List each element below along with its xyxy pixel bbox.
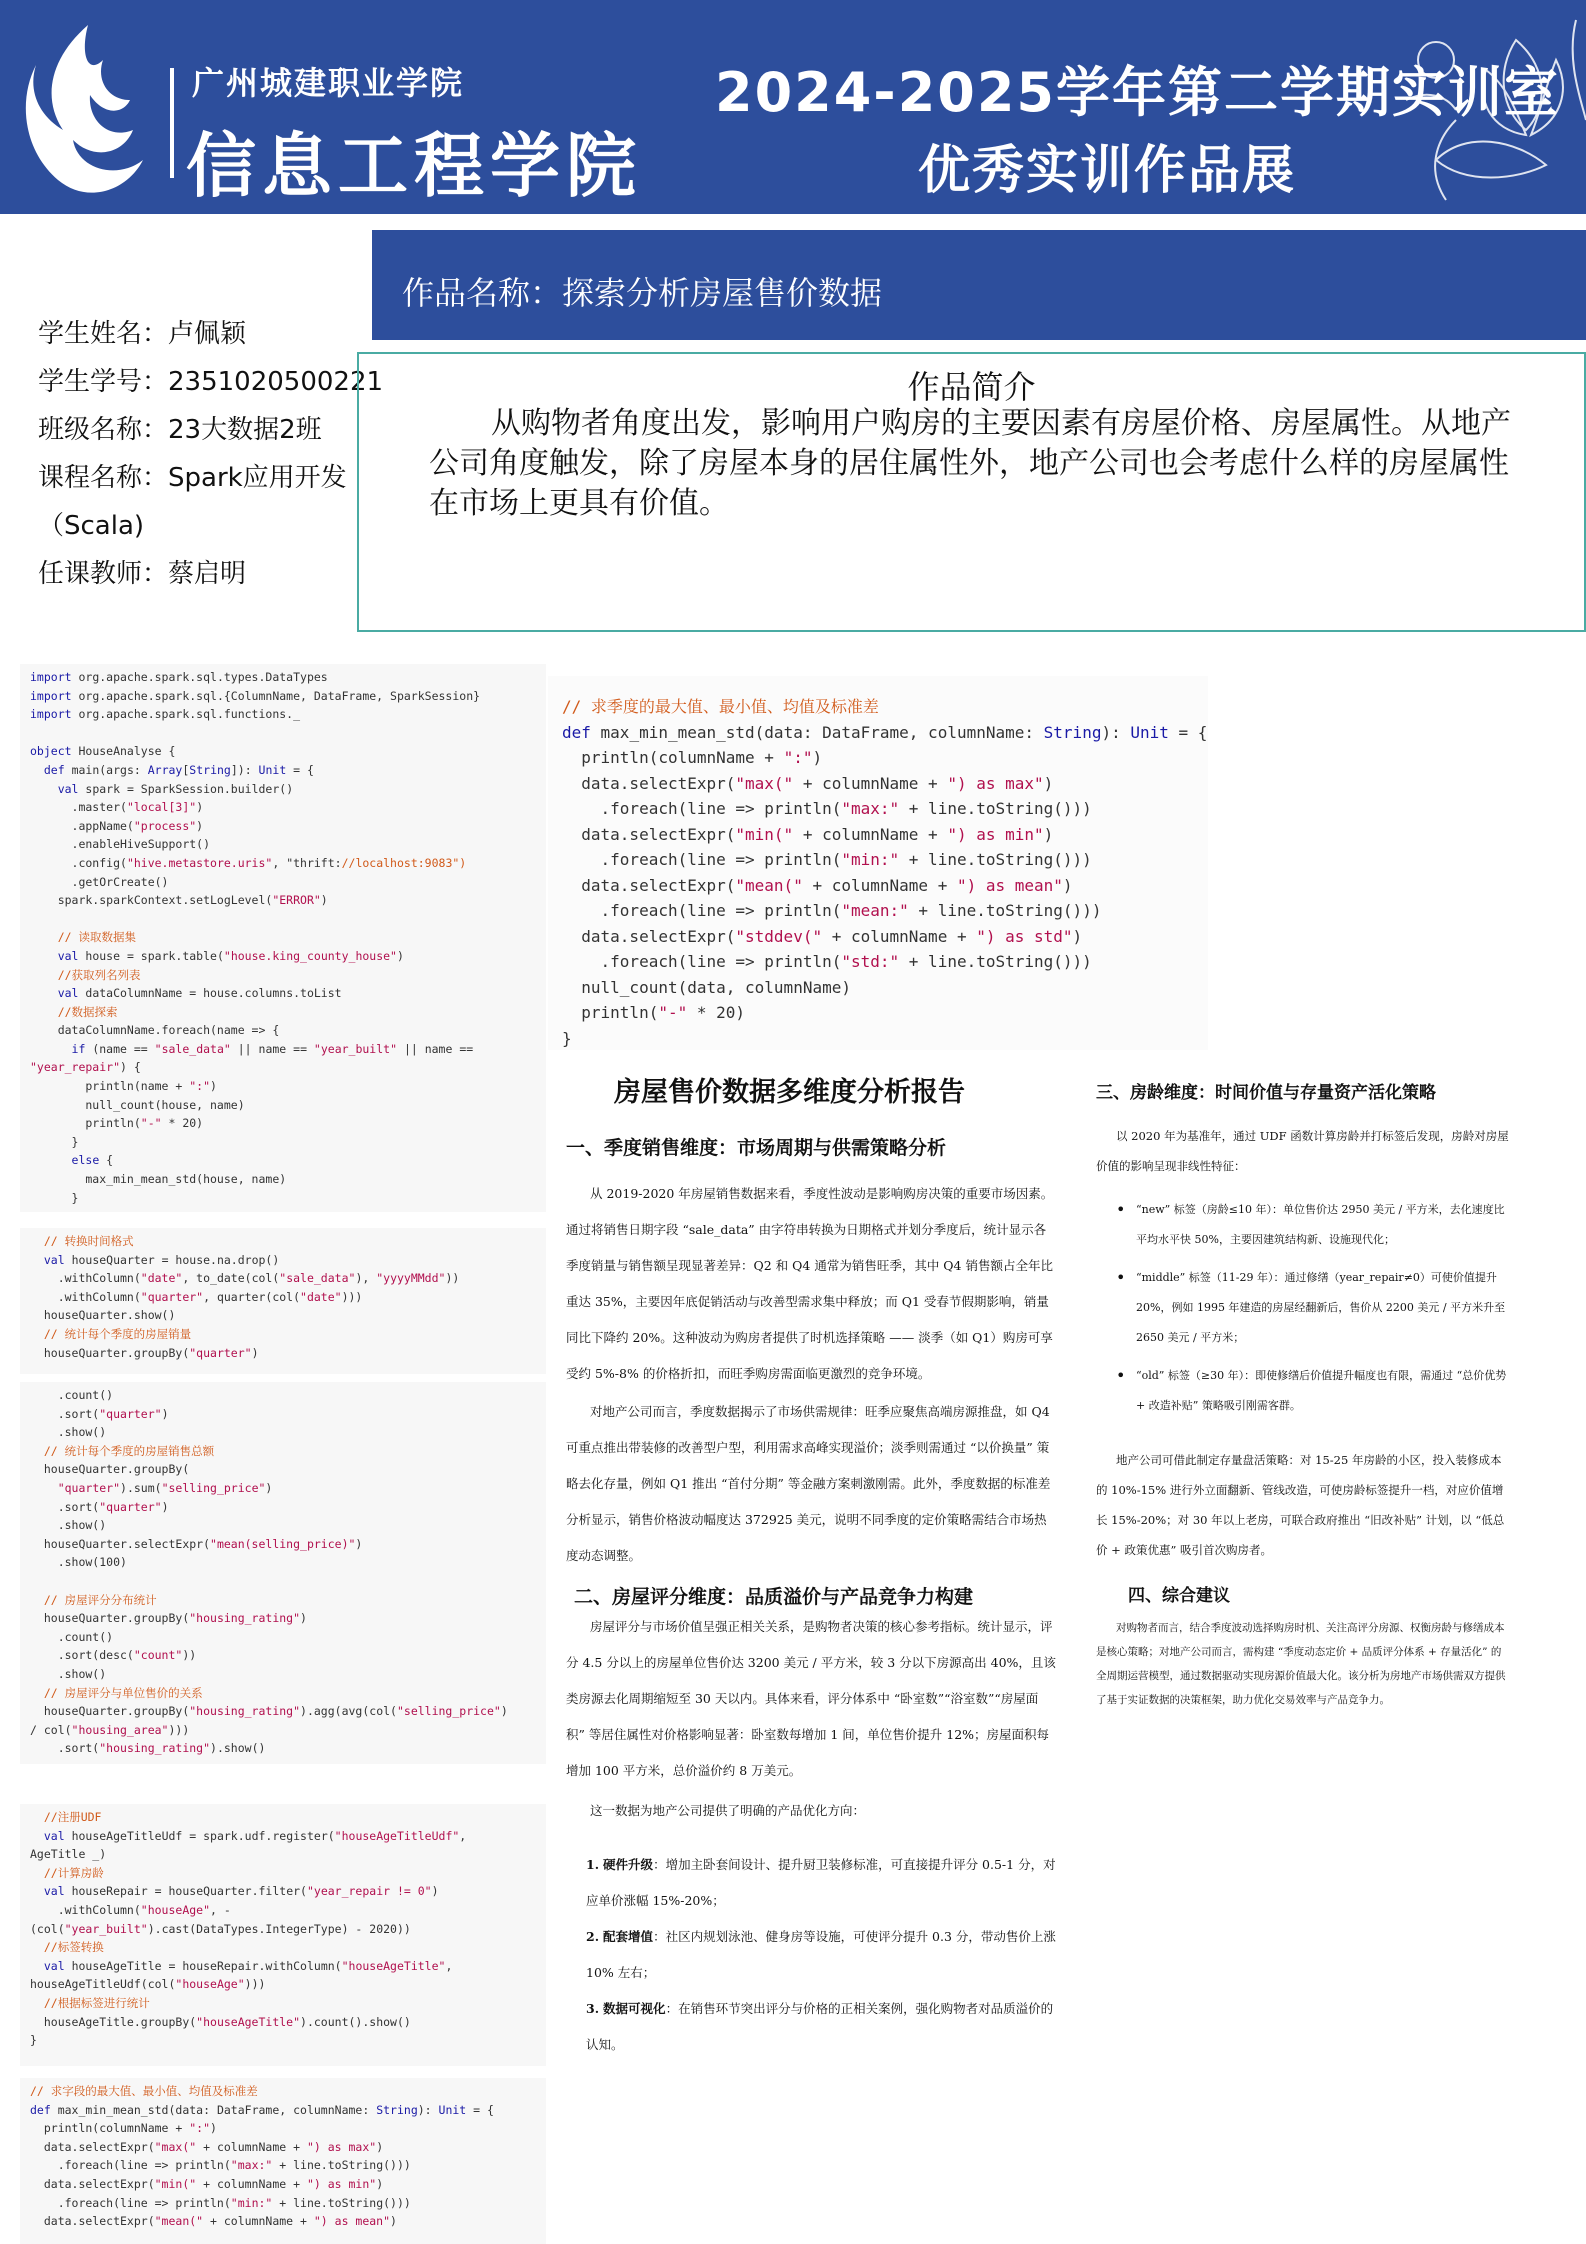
- code-line: houseAgeTitleUdf(col("houseAge"))): [30, 1977, 266, 1992]
- code-line: val houseRepair = houseQuarter.filter("year_repair != 0"): [43, 1884, 439, 1899]
- code-line: .foreach(line => println("mean:" + line.toString())): [562, 901, 1102, 920]
- code-line: .show(100): [30, 1555, 127, 1570]
- code-line: houseQuarter.groupBy(: [30, 1462, 190, 1477]
- section1-para1: 从 2019-2020 年房屋销售数据来看，季度性波动是影响购房决策的重要市场因素。通过将销售日期字段 “sale_data” 由字符串转换为日期格式并划分季度后，统计显示各季度销量与销售额呈现显著差异：Q2 和 Q4 通常为销售旺季，其中 Q4 销售额占全年比重达 35%，主要因年底促销活动与改善型需求集中释放；而 Q1 受春节假期影响，销量同比下降约 20%。这种波动为购房者提供了时机选择策略 —— 淡季（如 Q1）购房可享受约 5%-8% 的价格折扣，而旺季购房需面临更激烈的竞争环境。: [566, 1186, 1054, 1381]
- code-line: // 统计每个季度的房屋销量: [43, 1326, 192, 1341]
- code-line: val houseAgeTitle = houseRepair.withColumn("houseAgeTitle",: [43, 1958, 453, 1973]
- code-line: .withColumn("date", to_date(col("sale_data"), "yyyyMMdd")): [30, 1271, 460, 1286]
- code-line: .config("hive.metastore.uris", "thrift://localhost:9083"): [30, 855, 467, 870]
- section2-para1: 房屋评分与市场价值呈强正相关关系，是购物者决策的核心参考指标。统计显示，评分 4.5 分以上的房屋单位售价达 3200 美元 / 平方米，较 3 分以下房源高出 40%，且该类房源去化周期缩短至 30 天以内。具体来看，评分体系中 “卧室数”“浴室数”“房屋面积” 等居住属性对价格影响显著：卧室数每增加 1 间，单位售价提升 12%；房屋面积每增加 100 平方米，总价溢价约 8 万美元。: [566, 1619, 1056, 1778]
- code-line: if (name == "sale_data" || name == "year_built" || name ==: [71, 1041, 474, 1056]
- code-line: houseQuarter.groupBy("housing_rating"): [30, 1611, 307, 1626]
- code-line: (col("year_built").cast(DataTypes.IntegerType) - 2020)): [30, 1921, 411, 1936]
- school-name-small: 广州城建职业学院: [192, 64, 465, 102]
- code-block-stats: [20, 2078, 546, 2244]
- code-line: .sort("housing_rating").show(): [30, 1741, 266, 1756]
- section3-para2: 地产公司可借此制定存量盘活策略：对 15-25 年房龄的小区，投入装修成本的 10%-15% 进行外立面翻新、管线改造，可使房龄标签提升一档，对应价值增长 15%-20%；对 30 年以上老房，可联合政府推出 “旧改补贴” 计划，以 “低总价 + 政策优惠” 吸引首次购房者。: [1096, 1453, 1505, 1557]
- list-item: • “new” 标签（房龄≤10 年）：单位售价达 2950 美元 / 平方米，去化速度比平均水平快 50%，主要因建筑结构新、设施现代化；: [1096, 1195, 1510, 1255]
- section3-para1: 以 2020 年为基准年，通过 UDF 函数计算房龄并打标签后发现，房龄对房屋价值的影响呈现非线性特征：: [1096, 1129, 1509, 1173]
- code-line: "year_repair") {: [30, 1060, 141, 1075]
- code-line: }: [30, 2033, 37, 2048]
- code-line: .count(): [30, 1629, 114, 1644]
- code-block-main: [20, 664, 546, 1212]
- list-item: • “old” 标签（≥30 年）：即使修缮后价值提升幅度也有限，需通过 “总价优势 + 改造补贴” 策略吸引刚需客群。: [1096, 1361, 1510, 1421]
- code-line: //获取列名列表: [57, 967, 141, 982]
- code-line: println("-" * 20): [562, 1003, 746, 1022]
- code-line: .withColumn("quarter", quarter(col("date"))): [30, 1289, 363, 1304]
- code-line: println(columnName + ":"): [562, 748, 823, 767]
- code-line: def main(args: Array[String]): Unit = {: [43, 762, 314, 777]
- code-line: data.selectExpr("max(" + columnName + ") as max"): [30, 2139, 384, 2154]
- code-line: }: [30, 1190, 79, 1205]
- banner-title-line1: 2024-2025学年第二学期实训室: [715, 61, 1560, 124]
- code-line: houseQuarter.groupBy("housing_rating").agg(avg(col("selling_price"): [30, 1704, 508, 1719]
- school-logo-icon: [18, 20, 148, 195]
- code-block-udf: [20, 1804, 546, 2066]
- intro-title: 作品简介: [907, 368, 1036, 406]
- list-item: 1. 硬件升级：增加主卧套间设计、提升厨卫装修标准，可直接提升评分 0.5-1 分，对应单价涨幅 15%-20%；: [586, 1857, 1056, 1908]
- code-line: }: [562, 1028, 572, 1048]
- code-line: // 房屋评分与单位售价的关系: [43, 1685, 203, 1700]
- code-line: .foreach(line => println("max:" + line.toString())): [30, 2158, 411, 2173]
- teacher-name: 任课教师：蔡启明: [38, 559, 247, 589]
- code-line: dataColumnName.foreach(name => {: [30, 1023, 280, 1038]
- code-line: .show(): [30, 1666, 107, 1681]
- code-line: houseQuarter.groupBy("quarter"): [30, 1345, 259, 1360]
- code-line: data.selectExpr("min(" + columnName + ") as min"): [562, 824, 1054, 844]
- code-line: def max_min_mean_std(data: DataFrame, columnName: String): Unit = {: [30, 2102, 494, 2117]
- code-line: .show(): [30, 1425, 107, 1440]
- code-line: //注册UDF: [43, 1810, 102, 1824]
- code-line: import org.apache.spark.sql.functions._: [30, 707, 301, 722]
- class-name: 班级名称：23大数据2班: [38, 415, 322, 445]
- section3-bullets: [1096, 1195, 1510, 1421]
- code-line: data.selectExpr("max(" + columnName + ") as max"): [562, 773, 1054, 793]
- school-name-big: 信息工程学院: [186, 125, 642, 207]
- code-line: .foreach(line => println("min:" + line.toString())): [562, 850, 1092, 869]
- code-line: // 求季度的最大值、最小值、均值及标准差: [562, 697, 879, 716]
- work-name-bar: 作品名称：探索分析房屋售价数据: [372, 230, 1586, 340]
- code-line: val spark = SparkSession.builder(): [57, 781, 294, 796]
- section3-title: 三、房龄维度：时间价值与存量资产活化策略: [1096, 1083, 1436, 1103]
- code-line: val house = spark.table("house.king_county_house"): [57, 948, 404, 963]
- code-line: //根据标签进行统计: [43, 1995, 150, 2010]
- report-middle-column: [566, 1070, 1056, 2063]
- section2-title: 二、房屋评分维度：品质溢价与产品竞争力构建: [574, 1586, 974, 1608]
- code-line: // 房屋评分分布统计: [43, 1592, 157, 1607]
- report-title: 房屋售价数据多维度分析报告: [614, 1077, 965, 1108]
- code-line: .master("local[3]"): [30, 800, 204, 815]
- code-line: null_count(data, columnName): [562, 977, 851, 997]
- section1-title: 一、季度销售维度：市场周期与供需策略分析: [566, 1137, 947, 1159]
- code-line: max_min_mean_std(house, name): [30, 1172, 287, 1187]
- section2-para2: 这一数据为地产公司提供了明确的产品优化方向：: [590, 1803, 866, 1818]
- list-item: 3. 数据可视化：在销售环节突出评分与价格的正相关案例，强化购物者对品质溢价的认知。: [586, 2001, 1054, 2052]
- student-name: 学生姓名：卢佩颖: [38, 319, 247, 349]
- code-line: AgeTitle _): [30, 1847, 107, 1862]
- section1-para2: 对地产公司而言，季度数据揭示了市场供需规律：旺季应聚焦高端房源推盘，如 Q4 可重点推出带装修的改善型户型，利用需求高峰实现溢价；淡季则需通过 “以价换量” 策略去化存量，例如 Q1 推出 “首付分期” 等金融方案刺激刚需。此外，季度数据的标准差分析显示，销售价格波动幅度达 372925 美元，说明不同季度的定价策略需结合市场热度动态调整。: [566, 1404, 1051, 1563]
- code-line: .getOrCreate(): [30, 874, 169, 889]
- code-line: data.selectExpr("mean(" + columnName + ") as mean"): [30, 2214, 397, 2229]
- code-line: println("-" * 20): [30, 1116, 204, 1131]
- code-line: .withColumn("houseAge", -: [30, 1902, 231, 1917]
- code-line: [30, 1572, 536, 1591]
- code-line: println(columnName + ":"): [30, 2121, 217, 2136]
- code-line: object HouseAnalyse {: [30, 744, 176, 759]
- code-line: def max_min_mean_std(data: DataFrame, columnName: String): Unit = {: [562, 722, 1208, 742]
- code-line: //数据探索: [57, 1004, 118, 1019]
- code-line: .foreach(line => println("std:" + line.toString())): [562, 952, 1092, 971]
- intro-text: 从购物者角度出发，影响用户购房的主要因素有房屋价格、房屋属性。从地产公司角度触发，除了房屋本身的居住属性外，地产公司也会考虑什么样的房屋属性在市场上更具有价值。: [429, 406, 1511, 521]
- code-block-rating: [20, 1382, 546, 1764]
- code-line: import org.apache.spark.sql.types.DataTypes: [30, 670, 328, 684]
- code-line: null_count(house, name): [30, 1097, 245, 1112]
- code-line: spark.sparkContext.setLogLevel("ERROR"): [30, 893, 328, 908]
- intro-box: [357, 352, 1586, 632]
- code-line: // 转换时间格式: [43, 1234, 134, 1248]
- lotus-decoration-icon: [1396, 0, 1586, 214]
- logo-divider: [170, 68, 174, 178]
- student-info: [38, 310, 384, 598]
- code-line: // 统计每个季度的房屋销售总额: [43, 1443, 215, 1458]
- code-line: .show(): [30, 1518, 107, 1533]
- list-item: • “middle” 标签（11-29 年）：通过修缮（year_repair≠0）可使价值提升 20%，例如 1995 年建造的房屋经翻新后，售价从 2200 美元 / 平方米升至 2650 美元 / 平方米；: [1096, 1263, 1510, 1353]
- code-line: val houseAgeTitleUdf = spark.udf.register("houseAgeTitleUdf",: [43, 1828, 467, 1843]
- section4-para1: 对购物者而言，结合季度波动选择购房时机、关注高评分房源、权衡房龄与修缮成本是核心策略；对地产公司而言，需构建 “季度动态定价 + 品质评分体系 + 存量活化” 的全周期运营模型，通过数据驱动实现房源价值最大化。该分析为房地产市场供需双方提供了基于实证数据的决策框架，助力优化交易效率与产品竞争力。: [1096, 1622, 1506, 1706]
- code-line: val houseQuarter = house.na.drop(): [43, 1252, 280, 1267]
- code-line: houseAgeTitle.groupBy("houseAgeTitle").count().show(): [30, 2014, 411, 2029]
- code-line: / col("housing_area"))): [30, 1722, 190, 1737]
- code-line: .sort(desc("count")): [30, 1648, 197, 1663]
- code-line: "quarter").sum("selling_price"): [57, 1480, 273, 1495]
- report-right-column: [1096, 1078, 1510, 1712]
- banner-title-line2: 优秀实训作品展: [918, 141, 1297, 201]
- code-line: import org.apache.spark.sql.{ColumnName, DataFrame, SparkSession}: [30, 688, 481, 703]
- code-line: else {: [71, 1153, 114, 1168]
- code-line: houseQuarter.selectExpr("mean(selling_price)"): [30, 1536, 363, 1551]
- header-banner: [0, 0, 1586, 214]
- code-line: val dataColumnName = house.columns.toList: [57, 986, 342, 1001]
- code-line: .count(): [30, 1388, 114, 1402]
- code-block-quarter: [20, 1228, 546, 1374]
- code-line: [30, 724, 536, 743]
- code-line: }: [30, 1134, 79, 1149]
- list-item: 2. 配套增值：社区内规划泳池、健身房等设施，可使评分提升 0.3 分，带动售价上涨 10% 左右；: [586, 1929, 1056, 1980]
- code-line: .sort("quarter"): [30, 1499, 169, 1514]
- course-name: 课程名称：Spark应用开发: [38, 463, 347, 493]
- course-name-cont: （Scala): [38, 511, 145, 541]
- code-line: data.selectExpr("mean(" + columnName + ") as mean"): [562, 875, 1073, 895]
- code-line: //计算房龄: [43, 1865, 104, 1880]
- code-line: println(name + ":"): [30, 1079, 217, 1094]
- code-line: .appName("process"): [30, 818, 204, 833]
- code-line: // 读取数据集: [57, 930, 136, 945]
- code-line: .foreach(line => println("max:" + line.toString())): [562, 799, 1092, 818]
- code-block-stats-large: [548, 676, 1208, 1050]
- section4-title: 四、综合建议: [1128, 1586, 1230, 1606]
- code-line: .foreach(line => println("min:" + line.toString())): [30, 2195, 411, 2210]
- code-line: // 求字段的最大值、最小值、均值及标准差: [30, 2084, 258, 2098]
- code-line: houseQuarter.show(): [30, 1308, 176, 1323]
- student-id: 学生学号：2351020500221: [38, 367, 384, 397]
- code-line: data.selectExpr("stddev(" + columnName + ") as std"): [562, 926, 1083, 946]
- code-line: .enableHiveSupport(): [30, 837, 211, 852]
- code-line: data.selectExpr("min(" + columnName + ") as min"): [30, 2176, 384, 2191]
- section2-list: [566, 1847, 1056, 2063]
- code-line: .sort("quarter"): [30, 1406, 169, 1421]
- code-line: [30, 910, 536, 929]
- code-line: //标签转换: [43, 1940, 104, 1955]
